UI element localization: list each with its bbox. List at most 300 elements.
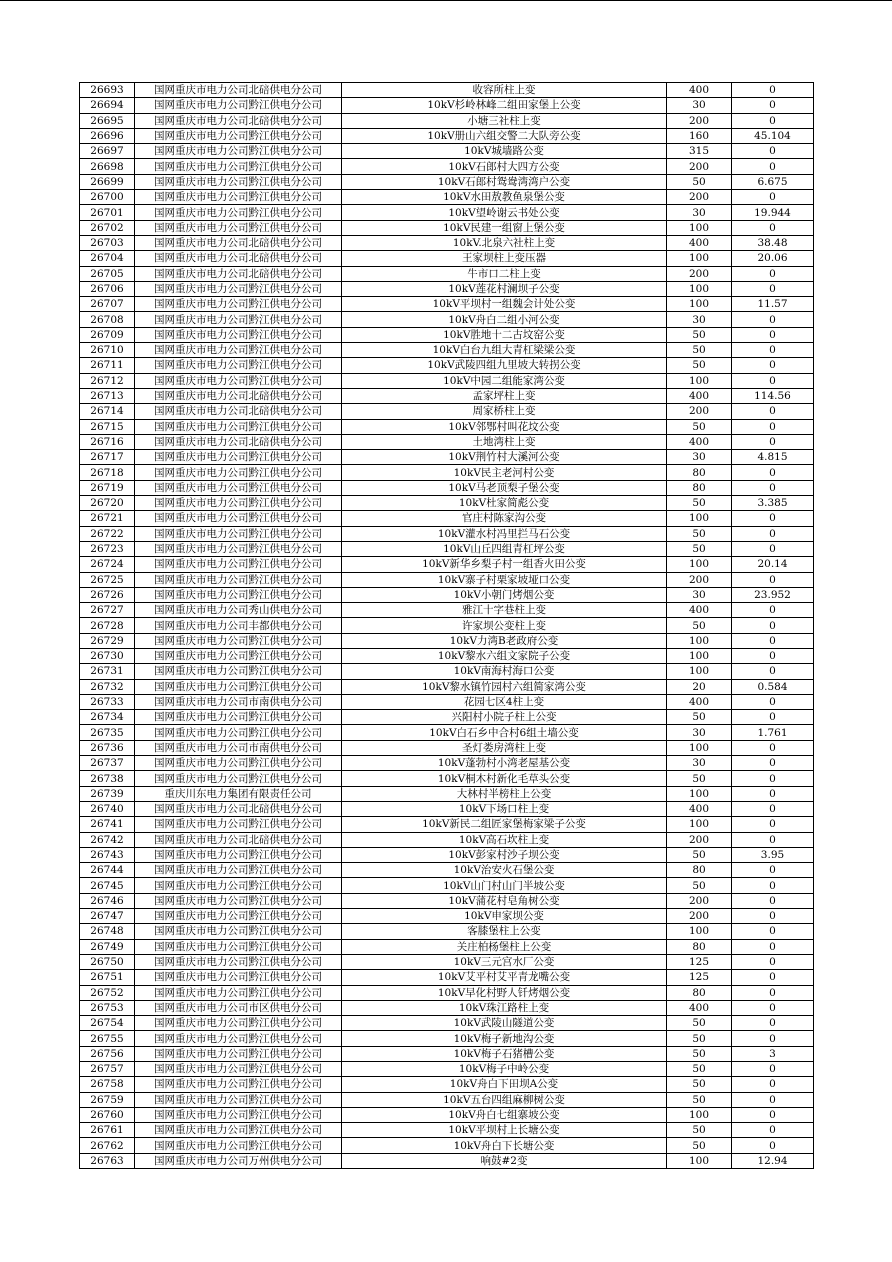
capacity-cell: 50 [667, 1138, 732, 1153]
capacity-cell: 315 [667, 144, 732, 159]
transformer-name-cell: 收容所柱上变 [342, 83, 667, 98]
capacity-cell: 200 [667, 404, 732, 419]
capacity-cell: 100 [667, 251, 732, 266]
company-cell: 国网重庆市电力公司黔江供电分公司 [135, 924, 342, 939]
table-row [80, 404, 814, 419]
company-cell: 国网重庆市电力公司黔江供电分公司 [135, 893, 342, 908]
value-cell: 0 [732, 985, 814, 1000]
capacity-cell: 400 [667, 434, 732, 449]
capacity-cell: 400 [667, 83, 732, 98]
value-cell: 0 [732, 343, 814, 358]
capacity-cell: 30 [667, 205, 732, 220]
value-cell: 0 [732, 373, 814, 388]
value-cell: 0 [732, 1123, 814, 1138]
capacity-cell: 200 [667, 832, 732, 847]
table-row [80, 388, 814, 403]
table-row [80, 281, 814, 296]
value-cell: 0 [732, 909, 814, 924]
table-row [80, 603, 814, 618]
company-cell: 国网重庆市电力公司黔江供电分公司 [135, 954, 342, 969]
table-row [80, 312, 814, 327]
company-cell: 国网重庆市电力公司北碚供电分公司 [135, 83, 342, 98]
company-cell: 国网重庆市电力公司黔江供电分公司 [135, 1092, 342, 1107]
table-row [80, 618, 814, 633]
transformer-name-cell: 10kV城墙路公变 [342, 144, 667, 159]
row-id-cell: 26700 [80, 190, 135, 205]
capacity-cell: 100 [667, 281, 732, 296]
value-cell: 0 [732, 1077, 814, 1092]
company-cell: 国网重庆市电力公司市区供电分公司 [135, 1000, 342, 1015]
capacity-cell: 160 [667, 128, 732, 143]
transformer-name-cell: 10kV.北泉六社柱上变 [342, 235, 667, 250]
table-row [80, 190, 814, 205]
row-id-cell: 26743 [80, 847, 135, 862]
company-cell: 国网重庆市电力公司黔江供电分公司 [135, 297, 342, 312]
capacity-cell: 50 [667, 174, 732, 189]
table-row [80, 817, 814, 832]
transformer-name-cell: 响鼓#2变 [342, 1153, 667, 1168]
value-cell: 20.14 [732, 557, 814, 572]
company-cell: 国网重庆市电力公司黔江供电分公司 [135, 939, 342, 954]
value-cell: 0 [732, 756, 814, 771]
capacity-cell: 30 [667, 450, 732, 465]
value-cell: 0 [732, 939, 814, 954]
value-cell: 0 [732, 98, 814, 113]
company-cell: 国网重庆市电力公司黔江供电分公司 [135, 373, 342, 388]
value-cell: 0 [732, 113, 814, 128]
table-row [80, 878, 814, 893]
company-cell: 国网重庆市电力公司黔江供电分公司 [135, 205, 342, 220]
table-row [80, 771, 814, 786]
transformer-name-cell: 10kV蓬勃村小湾老屋基公变 [342, 756, 667, 771]
table-row [80, 939, 814, 954]
company-cell: 国网重庆市电力公司黔江供电分公司 [135, 1138, 342, 1153]
capacity-cell: 100 [667, 511, 732, 526]
transformer-name-cell: 10kV珠江路柱上变 [342, 1000, 667, 1015]
transformer-name-cell: 10kV山门村山门半坡公变 [342, 878, 667, 893]
row-id-cell: 26741 [80, 817, 135, 832]
table-row [80, 863, 814, 878]
table-row [80, 1016, 814, 1031]
row-id-cell: 26752 [80, 985, 135, 1000]
capacity-cell: 200 [667, 266, 732, 281]
value-cell: 0 [732, 419, 814, 434]
table-row [80, 205, 814, 220]
transformer-name-cell: 10kV寨子村栗家坡垭口公变 [342, 572, 667, 587]
row-id-cell: 26745 [80, 878, 135, 893]
transformer-name-cell: 10kV舟白二组小河公变 [342, 312, 667, 327]
row-id-cell: 26715 [80, 419, 135, 434]
company-cell: 国网重庆市电力公司黔江供电分公司 [135, 419, 342, 434]
row-id-cell: 26727 [80, 603, 135, 618]
row-id-cell: 26698 [80, 159, 135, 174]
value-cell: 0 [732, 327, 814, 342]
capacity-cell: 20 [667, 679, 732, 694]
table-row [80, 98, 814, 113]
company-cell: 国网重庆市电力公司黔江供电分公司 [135, 98, 342, 113]
transformer-name-cell: 10kV白石乡中合村6组土墙公变 [342, 725, 667, 740]
capacity-cell: 400 [667, 694, 732, 709]
transformer-name-cell: 10kV艾平村艾平青龙嘴公变 [342, 970, 667, 985]
company-cell: 国网重庆市电力公司黔江供电分公司 [135, 863, 342, 878]
table-row [80, 343, 814, 358]
company-cell: 国网重庆市电力公司万州供电分公司 [135, 1153, 342, 1168]
value-cell: 0 [732, 817, 814, 832]
value-cell: 0 [732, 801, 814, 816]
company-cell: 国网重庆市电力公司黔江供电分公司 [135, 343, 342, 358]
transformer-name-cell: 10kV民建一组窗上堡公变 [342, 220, 667, 235]
table-row [80, 1123, 814, 1138]
company-cell: 国网重庆市电力公司黔江供电分公司 [135, 985, 342, 1000]
capacity-cell: 400 [667, 1000, 732, 1015]
value-cell: 0 [732, 1062, 814, 1077]
capacity-cell: 50 [667, 1046, 732, 1061]
capacity-cell: 100 [667, 740, 732, 755]
capacity-cell: 200 [667, 190, 732, 205]
row-id-cell: 26718 [80, 465, 135, 480]
value-cell: 3 [732, 1046, 814, 1061]
transformer-name-cell: 孟家坪柱上变 [342, 388, 667, 403]
transformer-name-cell: 10kV梅子中岭公变 [342, 1062, 667, 1077]
value-cell: 0 [732, 832, 814, 847]
value-cell: 0 [732, 159, 814, 174]
row-id-cell: 26707 [80, 297, 135, 312]
table-row [80, 373, 814, 388]
transformer-name-cell: 周家桥柱上变 [342, 404, 667, 419]
value-cell: 114.56 [732, 388, 814, 403]
row-id-cell: 26723 [80, 541, 135, 556]
value-cell: 0 [732, 434, 814, 449]
company-cell: 国网重庆市电力公司黔江供电分公司 [135, 725, 342, 740]
capacity-cell: 50 [667, 878, 732, 893]
row-id-cell: 26753 [80, 1000, 135, 1015]
transformer-name-cell: 10kV石郎村鸳鸯湾湾户公变 [342, 174, 667, 189]
value-cell: 0 [732, 541, 814, 556]
capacity-cell: 80 [667, 480, 732, 495]
transformer-name-cell: 10kV水田敖教鱼泉堡公变 [342, 190, 667, 205]
company-cell: 国网重庆市电力公司黔江供电分公司 [135, 1031, 342, 1046]
value-cell: 0 [732, 893, 814, 908]
transformer-name-cell: 10kV武陵山隧道公变 [342, 1016, 667, 1031]
capacity-cell: 200 [667, 572, 732, 587]
capacity-cell: 125 [667, 970, 732, 985]
row-id-cell: 26728 [80, 618, 135, 633]
capacity-cell: 30 [667, 725, 732, 740]
capacity-cell: 100 [667, 1153, 732, 1168]
table-row [80, 847, 814, 862]
company-cell: 国网重庆市电力公司黔江供电分公司 [135, 1016, 342, 1031]
company-cell: 国网重庆市电力公司市南供电分公司 [135, 694, 342, 709]
row-id-cell: 26693 [80, 83, 135, 98]
table-row [80, 985, 814, 1000]
value-cell: 0 [732, 465, 814, 480]
value-cell: 6.675 [732, 174, 814, 189]
capacity-cell: 100 [667, 373, 732, 388]
table-row [80, 557, 814, 572]
capacity-cell: 200 [667, 893, 732, 908]
table-row [80, 710, 814, 725]
capacity-cell: 50 [667, 327, 732, 342]
transformer-name-cell: 官庄村陈家沟公变 [342, 511, 667, 526]
value-cell: 0 [732, 511, 814, 526]
company-cell: 国网重庆市电力公司黔江供电分公司 [135, 1046, 342, 1061]
table-row [80, 1031, 814, 1046]
capacity-cell: 50 [667, 771, 732, 786]
value-cell: 0.584 [732, 679, 814, 694]
transformer-name-cell: 10kV莲花村澜坝子公变 [342, 281, 667, 296]
value-cell: 0 [732, 740, 814, 755]
row-id-cell: 26734 [80, 710, 135, 725]
row-id-cell: 26713 [80, 388, 135, 403]
table-row [80, 480, 814, 495]
capacity-cell: 100 [667, 924, 732, 939]
row-id-cell: 26729 [80, 633, 135, 648]
value-cell: 0 [732, 710, 814, 725]
row-id-cell: 26704 [80, 251, 135, 266]
transformer-name-cell: 10kV梅子新地沟公变 [342, 1031, 667, 1046]
row-id-cell: 26749 [80, 939, 135, 954]
value-cell: 0 [732, 220, 814, 235]
capacity-cell: 50 [667, 618, 732, 633]
transformer-name-cell: 雅江十字巷柱上变 [342, 603, 667, 618]
row-id-cell: 26717 [80, 450, 135, 465]
row-id-cell: 26708 [80, 312, 135, 327]
row-id-cell: 26754 [80, 1016, 135, 1031]
company-cell: 国网重庆市电力公司黔江供电分公司 [135, 174, 342, 189]
value-cell: 23.952 [732, 587, 814, 602]
capacity-cell: 100 [667, 633, 732, 648]
transformer-name-cell: 大林村半榜柱上公变 [342, 786, 667, 801]
transformer-name-cell: 10kV册山六组交警二大队旁公变 [342, 128, 667, 143]
table-row [80, 526, 814, 541]
value-cell: 0 [732, 358, 814, 373]
row-id-cell: 26709 [80, 327, 135, 342]
company-cell: 国网重庆市电力公司黔江供电分公司 [135, 1077, 342, 1092]
capacity-cell: 50 [667, 419, 732, 434]
transformer-name-cell: 10kV杉岭林峰二组田家堡上公变 [342, 98, 667, 113]
company-cell: 国网重庆市电力公司北碚供电分公司 [135, 801, 342, 816]
transformer-name-cell: 10kV平坝村一组魏会计处公变 [342, 297, 667, 312]
transformer-name-cell: 10kV杜家简彪公变 [342, 496, 667, 511]
row-id-cell: 26744 [80, 863, 135, 878]
table-row [80, 358, 814, 373]
company-cell: 国网重庆市电力公司黔江供电分公司 [135, 312, 342, 327]
capacity-cell: 200 [667, 159, 732, 174]
row-id-cell: 26706 [80, 281, 135, 296]
company-cell: 国网重庆市电力公司黔江供电分公司 [135, 220, 342, 235]
value-cell: 0 [732, 648, 814, 663]
row-id-cell: 26705 [80, 266, 135, 281]
row-id-cell: 26763 [80, 1153, 135, 1168]
value-cell: 0 [732, 878, 814, 893]
row-id-cell: 26746 [80, 893, 135, 908]
value-cell: 0 [732, 1016, 814, 1031]
row-id-cell: 26739 [80, 786, 135, 801]
row-id-cell: 26761 [80, 1123, 135, 1138]
row-id-cell: 26702 [80, 220, 135, 235]
table-row [80, 694, 814, 709]
row-id-cell: 26756 [80, 1046, 135, 1061]
value-cell: 0 [732, 266, 814, 281]
table-row [80, 924, 814, 939]
capacity-cell: 400 [667, 235, 732, 250]
row-id-cell: 26747 [80, 909, 135, 924]
transformer-name-cell: 10kV梅子石猪槽公变 [342, 1046, 667, 1061]
company-cell: 国网重庆市电力公司黔江供电分公司 [135, 526, 342, 541]
row-id-cell: 26748 [80, 924, 135, 939]
table-row [80, 1107, 814, 1122]
company-cell: 国网重庆市电力公司黔江供电分公司 [135, 664, 342, 679]
table-body [80, 83, 814, 1169]
row-id-cell: 26738 [80, 771, 135, 786]
capacity-cell: 50 [667, 343, 732, 358]
row-id-cell: 26703 [80, 235, 135, 250]
table-row [80, 679, 814, 694]
table-row [80, 786, 814, 801]
row-id-cell: 26733 [80, 694, 135, 709]
company-cell: 国网重庆市电力公司黔江供电分公司 [135, 144, 342, 159]
row-id-cell: 26757 [80, 1062, 135, 1077]
table-row [80, 572, 814, 587]
value-cell: 0 [732, 190, 814, 205]
row-id-cell: 26740 [80, 801, 135, 816]
company-cell: 国网重庆市电力公司黔江供电分公司 [135, 771, 342, 786]
transformer-name-cell: 客膝堡柱上公变 [342, 924, 667, 939]
transformer-name-cell: 10kV下场口柱上变 [342, 801, 667, 816]
row-id-cell: 26758 [80, 1077, 135, 1092]
transformer-name-cell: 10kV望岭谢云书处公变 [342, 205, 667, 220]
company-cell: 国网重庆市电力公司黔江供电分公司 [135, 587, 342, 602]
value-cell: 0 [732, 1031, 814, 1046]
company-cell: 国网重庆市电力公司黔江供电分公司 [135, 970, 342, 985]
capacity-cell: 30 [667, 756, 732, 771]
transformer-name-cell: 10kV新民二组匠家堡梅家梁子公变 [342, 817, 667, 832]
value-cell: 0 [732, 970, 814, 985]
table-row [80, 511, 814, 526]
company-cell: 国网重庆市电力公司北碚供电分公司 [135, 434, 342, 449]
row-id-cell: 26725 [80, 572, 135, 587]
transformer-name-cell: 10kV黎水六组文家院子公变 [342, 648, 667, 663]
table-row [80, 664, 814, 679]
transformer-name-cell: 10kV中园二组能家湾公变 [342, 373, 667, 388]
company-cell: 国网重庆市电力公司黔江供电分公司 [135, 496, 342, 511]
company-cell: 国网重庆市电力公司黔江供电分公司 [135, 572, 342, 587]
company-cell: 国网重庆市电力公司黔江供电分公司 [135, 1123, 342, 1138]
row-id-cell: 26712 [80, 373, 135, 388]
transformer-name-cell: 10kV申家坝公变 [342, 909, 667, 924]
company-cell: 国网重庆市电力公司黔江供电分公司 [135, 1107, 342, 1122]
row-id-cell: 26732 [80, 679, 135, 694]
row-id-cell: 26714 [80, 404, 135, 419]
capacity-cell: 400 [667, 603, 732, 618]
row-id-cell: 26710 [80, 343, 135, 358]
transformer-name-cell: 10kV胜地十二古坟窑公变 [342, 327, 667, 342]
company-cell: 国网重庆市电力公司黔江供电分公司 [135, 358, 342, 373]
capacity-cell: 400 [667, 388, 732, 403]
value-cell: 0 [732, 786, 814, 801]
transformer-name-cell: 10kV白台九组大青杠梁梁公变 [342, 343, 667, 358]
capacity-cell: 50 [667, 1092, 732, 1107]
capacity-cell: 50 [667, 1016, 732, 1031]
capacity-cell: 100 [667, 220, 732, 235]
transformer-name-cell: 花园七区4柱上变 [342, 694, 667, 709]
row-id-cell: 26759 [80, 1092, 135, 1107]
table-row [80, 801, 814, 816]
table-row [80, 251, 814, 266]
value-cell: 0 [732, 281, 814, 296]
table-row [80, 113, 814, 128]
transformer-name-cell: 10kV马老顶梨子堡公变 [342, 480, 667, 495]
capacity-cell: 200 [667, 113, 732, 128]
transformer-name-cell: 10kV荆竹村大溪河公变 [342, 450, 667, 465]
capacity-cell: 50 [667, 1062, 732, 1077]
table-row [80, 970, 814, 985]
table-row [80, 128, 814, 143]
table-row [80, 1153, 814, 1168]
table-row [80, 465, 814, 480]
value-cell: 0 [732, 572, 814, 587]
capacity-cell: 80 [667, 465, 732, 480]
transformer-name-cell: 10kV民主老河村公变 [342, 465, 667, 480]
row-id-cell: 26694 [80, 98, 135, 113]
company-cell: 国网重庆市电力公司黔江供电分公司 [135, 541, 342, 556]
value-cell: 0 [732, 312, 814, 327]
company-cell: 国网重庆市电力公司黔江供电分公司 [135, 450, 342, 465]
row-id-cell: 26721 [80, 511, 135, 526]
transformer-name-cell: 10kV舟白下长塘公变 [342, 1138, 667, 1153]
company-cell: 国网重庆市电力公司秀山供电分公司 [135, 603, 342, 618]
value-cell: 0 [732, 603, 814, 618]
capacity-cell: 100 [667, 786, 732, 801]
value-cell: 0 [732, 1107, 814, 1122]
row-id-cell: 26742 [80, 832, 135, 847]
company-cell: 国网重庆市电力公司黔江供电分公司 [135, 327, 342, 342]
company-cell: 国网重庆市电力公司北碚供电分公司 [135, 113, 342, 128]
table-row [80, 1046, 814, 1061]
company-cell: 国网重庆市电力公司黔江供电分公司 [135, 633, 342, 648]
transformer-name-cell: 10kV五台四组麻柳树公变 [342, 1092, 667, 1107]
company-cell: 国网重庆市电力公司黔江供电分公司 [135, 480, 342, 495]
table-row [80, 832, 814, 847]
capacity-cell: 50 [667, 1123, 732, 1138]
capacity-cell: 200 [667, 909, 732, 924]
transformer-name-cell: 土地湾柱上变 [342, 434, 667, 449]
row-id-cell: 26711 [80, 358, 135, 373]
value-cell: 12.94 [732, 1153, 814, 1168]
capacity-cell: 100 [667, 297, 732, 312]
table-row [80, 1092, 814, 1107]
company-cell: 国网重庆市电力公司丰都供电分公司 [135, 618, 342, 633]
value-cell: 0 [732, 83, 814, 98]
table-row [80, 954, 814, 969]
row-id-cell: 26719 [80, 480, 135, 495]
transformer-name-cell: 10kV舟白七组寨坡公变 [342, 1107, 667, 1122]
company-cell: 国网重庆市电力公司北碚供电分公司 [135, 235, 342, 250]
value-cell: 20.06 [732, 251, 814, 266]
row-id-cell: 26726 [80, 587, 135, 602]
table-row [80, 1077, 814, 1092]
table-row [80, 1062, 814, 1077]
table-row [80, 1000, 814, 1015]
capacity-cell: 100 [667, 664, 732, 679]
capacity-cell: 50 [667, 1031, 732, 1046]
transformer-name-cell: 10kV新华乡梨子村一组香火田公变 [342, 557, 667, 572]
capacity-cell: 100 [667, 557, 732, 572]
table-row [80, 633, 814, 648]
value-cell: 3.385 [732, 496, 814, 511]
capacity-cell: 80 [667, 863, 732, 878]
row-id-cell: 26755 [80, 1031, 135, 1046]
